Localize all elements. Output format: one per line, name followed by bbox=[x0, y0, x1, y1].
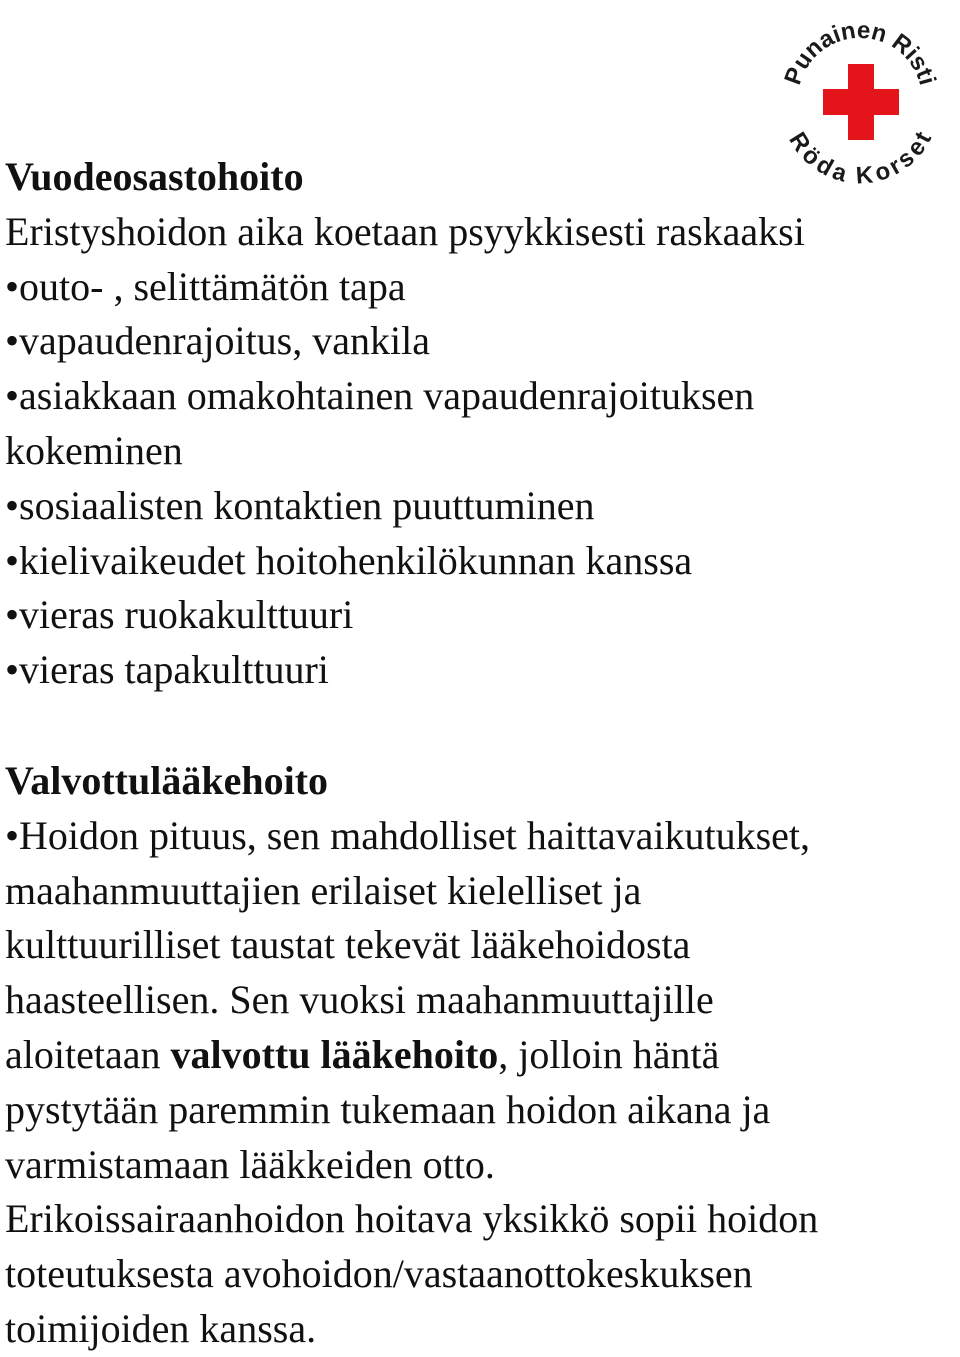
text-segment: , jolloin häntä bbox=[498, 1031, 720, 1077]
paragraph-line-with-emphasis bbox=[5, 1028, 955, 1083]
section-heading-valvottulaakehoito: Valvottulääkehoito bbox=[5, 757, 329, 803]
paragraph-line: varmistamaan lääkkeiden otto. bbox=[5, 1141, 495, 1187]
section-gap bbox=[5, 698, 955, 754]
document-body bbox=[5, 150, 955, 1357]
list-item: •outo- , selittämätön tapa bbox=[5, 263, 406, 309]
paragraph-line: toimijoiden kanssa. bbox=[5, 1305, 317, 1351]
emphasis-valvottu-laakehoito: valvottu lääkehoito bbox=[170, 1031, 499, 1077]
paragraph-line: maahanmuuttajien erilaiset kielelliset ja bbox=[5, 867, 642, 913]
text-segment: aloitetaan bbox=[5, 1031, 171, 1077]
intro-line: Eristyshoidon aika koetaan psyykkisesti raskaaksi bbox=[5, 208, 805, 254]
paragraph-line: kulttuurilliset taustat tekevät lääkehoidosta bbox=[5, 922, 691, 968]
paragraph-line: •Hoidon pituus, sen mahdolliset haittavaikutukset, bbox=[5, 812, 811, 858]
cross-shape bbox=[823, 64, 899, 140]
section-heading-vuodeosastohoito: Vuodeosastohoito bbox=[5, 154, 304, 199]
list-item: •vieras tapakulttuuri bbox=[5, 647, 329, 693]
list-item: •sosiaalisten kontaktien puuttuminen bbox=[5, 482, 595, 528]
paragraph-line: toteutuksesta avohoidon/vastaanottokeskuksen bbox=[5, 1251, 753, 1297]
list-item: •kielivaikeudet hoitohenkilökunnan kanssa bbox=[5, 537, 693, 583]
logo-bottom-text: Röda Korset bbox=[783, 127, 937, 188]
logo-top-text: Punainen Risti bbox=[779, 16, 941, 89]
list-item: •vapaudenrajoitus, vankila bbox=[5, 318, 430, 364]
paragraph-line: haasteellisen. Sen vuoksi maahanmuuttajille bbox=[5, 977, 714, 1023]
paragraph-line: pystytään paremmin tukemaan hoidon aikana ja bbox=[5, 1086, 771, 1132]
list-item-continuation: kokeminen bbox=[5, 427, 183, 473]
paragraph-line: Erikoissairaanhoidon hoitava yksikkö sopii hoidon bbox=[5, 1196, 819, 1242]
list-item: •vieras ruokakulttuuri bbox=[5, 592, 354, 638]
list-item: •asiakkaan omakohtainen vapaudenrajoituksen bbox=[5, 373, 755, 419]
